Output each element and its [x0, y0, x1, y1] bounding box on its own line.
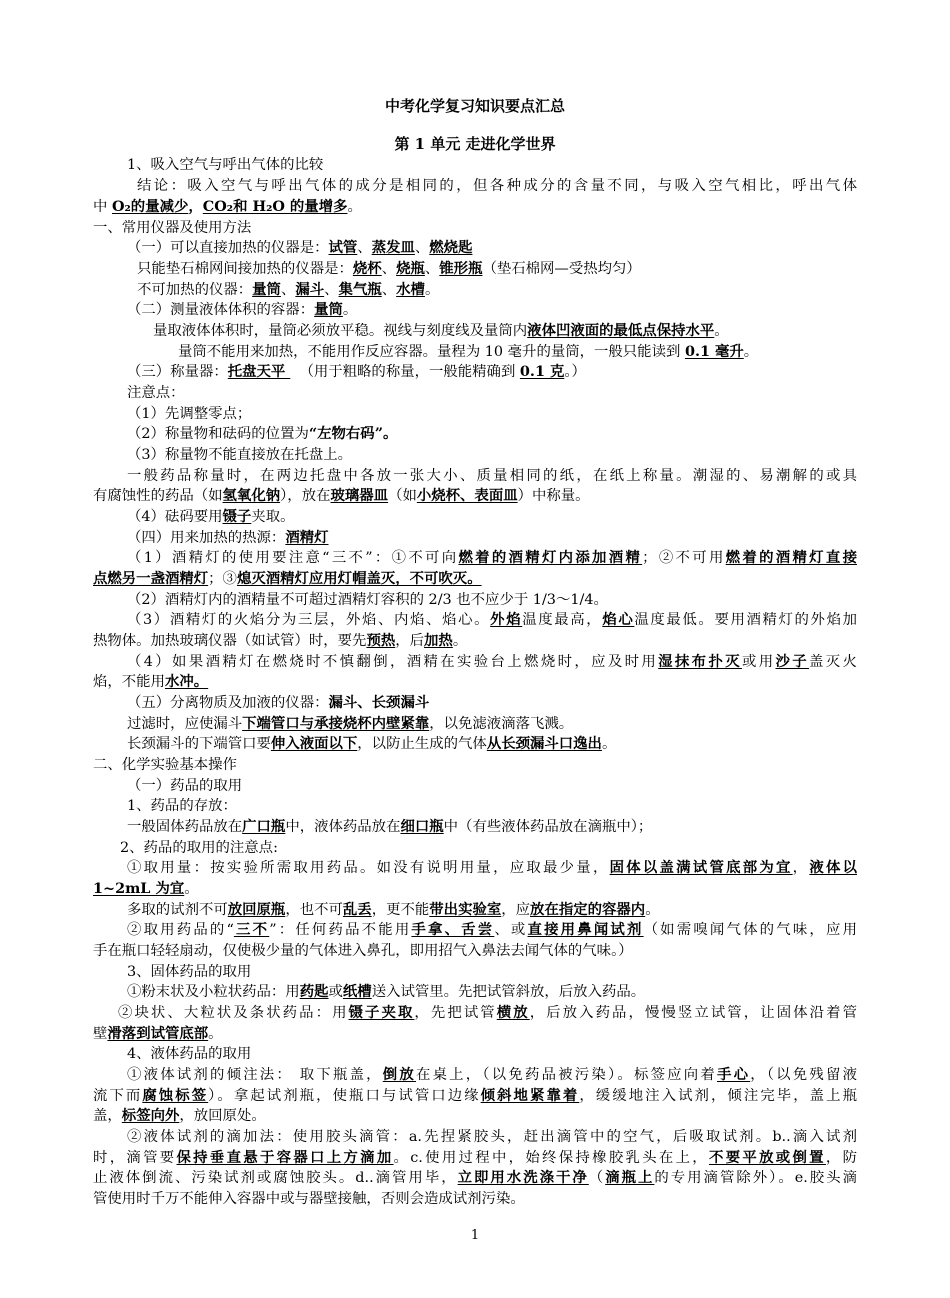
text-line: 过滤时，应使漏斗下端管口与承接烧杯内壁紧靠，以免滤液滴落飞溅。	[127, 715, 574, 732]
text-line: （四）用来加热的热源：酒精灯	[127, 529, 329, 546]
text-line: 止液体倒流、污染试剂或腐蚀胶头。d..滴管用毕，立即用水洗涤干净（滴瓶上的专用滴管除外）。e.胶头滴	[93, 1169, 857, 1186]
text-line: （五）分离物质及加液的仪器：漏斗、长颈漏斗	[127, 694, 430, 711]
text-line: ②取用药品的“三不”：任何药品不能用手拿、舌尝、或直接用鼻闻试剂（如需嗅闻气体的气味，应用	[127, 921, 857, 938]
text-line: 2、药品的取用的注意点:	[120, 840, 278, 856]
text-line: 手在瓶口轻轻扇动，仅使极少量的气体进入鼻孔，即用招气入鼻法去闻气体的气味。）	[93, 943, 633, 959]
text-line: （4）砝码要用镊子夹取。	[127, 508, 295, 525]
text-line: 量取液体体积时，量筒必须放平稳。视线与刻度线及量筒内液体凹液面的最低点保持水平。	[153, 322, 729, 339]
text-line: 注意点：	[127, 385, 185, 401]
page-number: 1	[470, 1228, 480, 1243]
text-line: （3）酒精灯的火焰分为三层，外焰、内焰、焰心。外焰温度最高，焰心温度最低。要用酒精灯的外焰加	[127, 611, 857, 628]
text-line: （一）可以直接加热的仪器是：试管、蒸发皿、燃烧匙	[127, 239, 473, 256]
unit-title: 第 1 单元 走进化学世界	[394, 135, 556, 153]
text-line: ①液体试剂的倾注法： 取下瓶盖，倒放在桌上，（以免药品被污染）。标签应向着手心，（以免残留液	[127, 1066, 857, 1083]
text-line: （一）药品的取用	[127, 778, 243, 794]
text-line: 一般药品称量时，在两边托盘中各放一张大小、质量相同的纸，在纸上称量。潮湿的、易潮解的或具	[127, 468, 857, 484]
text-line: ②块状、大粒状及条状药品：用镊子夹取，先把试管横放，后放入药品，慢慢竖立试管，让固体沿着管	[118, 1004, 857, 1021]
text-line: （2）酒精灯内的酒精量不可超过酒精灯容积的 2/3 也不应少于 1/3～1/4。	[127, 592, 608, 608]
text-line: 不可加热的仪器：量筒、漏斗、集气瓶、水槽。	[137, 281, 440, 298]
section-heading: 一、常用仪器及使用方法	[93, 220, 252, 236]
text-line: （三）称量器：托盘天平 （用于粗略的称量，一般能精确到 0.1 克。）	[127, 363, 586, 380]
text-line: （二）测量液体体积的容器：量筒。	[127, 301, 358, 318]
text-line: 流下而腐蚀标签）。拿起试剂瓶，使瓶口与试管口边缘倾斜地紧靠着，缓缓地注入试剂，倾注完毕，盖上瓶	[93, 1087, 857, 1104]
text-line: 中 O₂的量减少，CO₂和 H₂O 的量增多。	[93, 198, 362, 215]
text-line: 有腐蚀性的药品（如氢氧化钠），放在玻璃器皿（如小烧杯、表面皿）中称量。	[93, 487, 590, 504]
text-line: 3、固体药品的取用	[127, 964, 252, 980]
text-line: 1~2mL 为宜。	[93, 880, 199, 897]
text-line: 只能垫石棉网间接加热的仪器是：烧杯、烧瓶、锥形瓶（垫石棉网—受热均匀）	[137, 260, 641, 277]
text-line: 热物体。加热玻璃仪器（如试管）时，要先预热，后加热。	[93, 632, 468, 649]
text-line: （4）如果酒精灯在燃烧时不慎翻倒，酒精在实验台上燃烧时，应及时用湿抹布扑灭或用沙子盖灭火	[127, 653, 857, 670]
text-line: 4、液体药品的取用	[127, 1046, 252, 1062]
text-line: ②液体试剂的滴加法：使用胶头滴管：a.先捏紧胶头，赶出滴管中的空气，后吸取试剂。b..滴入试剂	[127, 1129, 857, 1145]
text-line: 一般固体药品放在广口瓶中，液体药品放在细口瓶中（有些液体药品放在滴瓶中）；	[127, 818, 653, 835]
text-line: 焰，不能用水冲。	[93, 673, 209, 690]
text-line: 结论：吸入空气与呼出气体的成分是相同的，但各种成分的含量不同，与吸入空气相比，呼出气体	[137, 178, 857, 194]
text-line: 时，滴管要保持垂直悬于容器口上方滴加。c.使用过程中，始终保持橡胶乳头在上，不要平放或倒置，防	[93, 1149, 857, 1166]
text-line: ①粉末状及小粒状药品：用药匙或纸槽送入试管里。先把试管斜放，后放入药品。	[127, 983, 646, 1000]
text-line: ①取用量：按实验所需取用药品。如没有说明用量，应取最少量，固体以盖满试管底部为宜，液体以	[127, 859, 857, 876]
text-line: 盖，标签向外，放回原处。	[93, 1107, 266, 1124]
text-line: 1、吸入空气与呼出气体的比较	[127, 157, 324, 173]
text-line: （2）称量物和砝码的位置为“左物右码”。	[127, 425, 398, 442]
text-line: 点燃另一盏酒精灯；③熄灭酒精灯应用灯帽盖灭，不可吹灭。	[93, 570, 482, 587]
text-line: 量筒不能用来加热，不能用作反应容器。量程为 10 毫升的量筒，一般只能读到 0.1 毫升。	[178, 343, 759, 360]
text-line: 管使用时千万不能伸入容器中或与器壁接触，否则会造成试剂污染。	[93, 1191, 525, 1207]
text-line: 多取的试剂不可放回原瓶，也不可乱丢，更不能带出实验室，应放在指定的容器内。	[127, 901, 660, 918]
text-line: （1）先调整零点；	[127, 406, 252, 422]
text-line: （1）酒精灯的使用要注意“三不”：①不可向燃着的酒精灯内添加酒精；②不可用燃着的酒精灯直接	[127, 549, 857, 566]
document-title: 中考化学复习知识要点汇总	[384, 97, 565, 115]
text-line: 壁滑落到试管底部。	[93, 1025, 223, 1042]
text-line: 1、药品的存放：	[127, 798, 237, 814]
text-line: （3）称量物不能直接放在托盘上。	[127, 447, 353, 463]
section-heading: 二、化学实验基本操作	[93, 757, 237, 773]
text-line: 长颈漏斗的下端管口要伸入液面以下，以防止生成的气体从长颈漏斗口逸出。	[127, 735, 617, 752]
